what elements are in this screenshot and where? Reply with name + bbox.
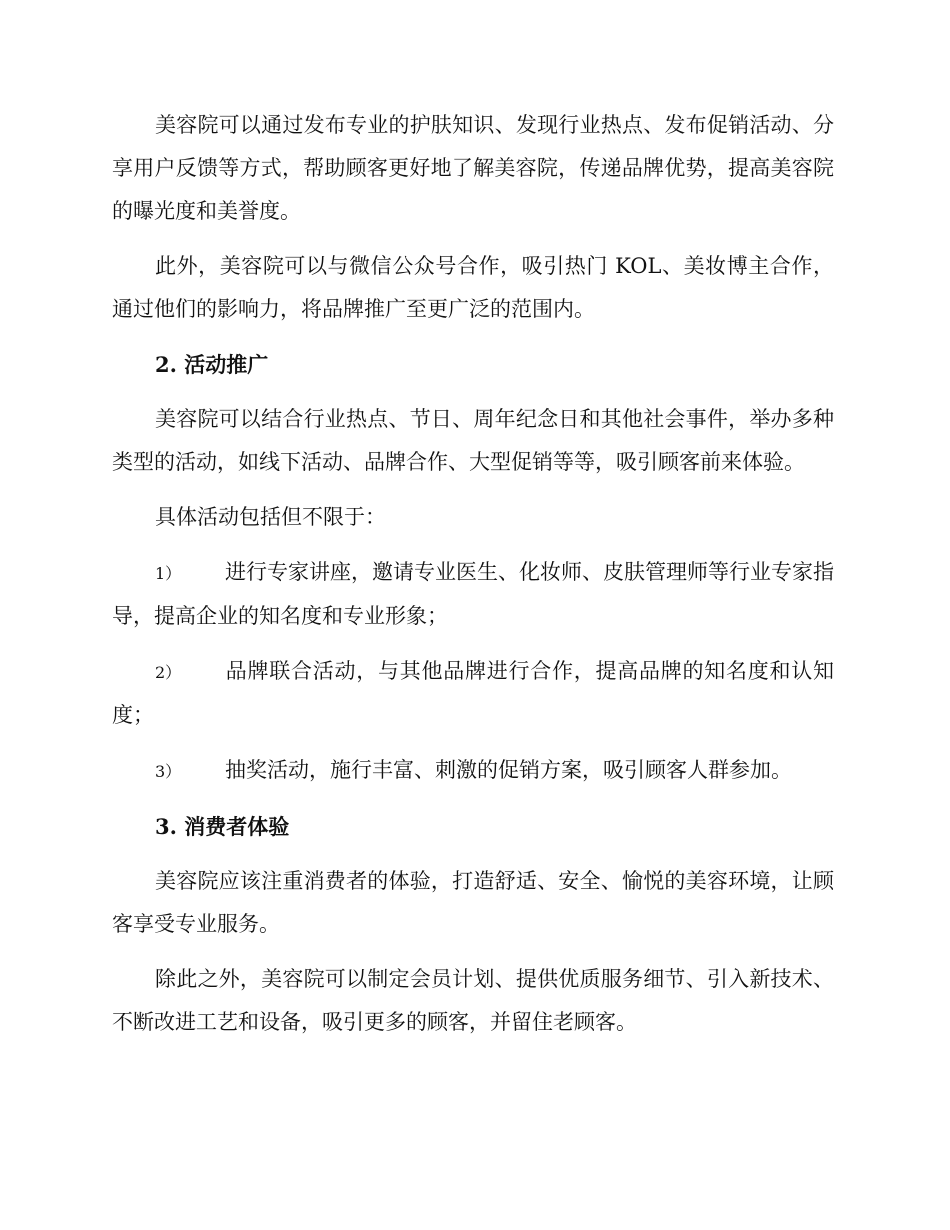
section-heading-activity-promotion: 2. 活动推广: [155, 352, 269, 377]
list-item-number: 1）: [155, 564, 182, 583]
paragraph-wechat-kol: 此外，美容院可以与微信公众号合作，吸引热门 KOL、美妆博主合作，通过他们的影响力，将品牌推广至更广泛的范围内。: [112, 254, 834, 321]
list-item-number: 2）: [155, 663, 182, 682]
list-item: [112, 551, 834, 638]
paragraph-experience: 美容院应该注重消费者的体验，打造舒适、安全、愉悦的美容环境，让顾客享受专业服务。: [112, 869, 834, 936]
list-item-text: 抽奖活动，施行丰富、刺激的促销方案，吸引顾客人群参加。: [225, 758, 792, 782]
list-item: [112, 650, 834, 737]
paragraph-membership: 除此之外，美容院可以制定会员计划、提供优质服务细节、引入新技术、不断改进工艺和设备，吸引更多的顾客，并留住老顾客。: [112, 967, 834, 1034]
list-item-number: 3）: [155, 762, 182, 781]
paragraph-social-media: 美容院可以通过发布专业的护肤知识、发现行业热点、发布促销活动、分享用户反馈等方式，帮助顾客更好地了解美容院，传递品牌优势，提高美容院的曝光度和美誉度。: [112, 113, 834, 223]
document-page: [112, 104, 834, 1056]
list-item: [112, 749, 834, 793]
list-item-text: 品牌联合活动，与其他品牌进行合作，提高品牌的知名度和认知度；: [112, 659, 834, 727]
paragraph-activity-intro: 美容院可以结合行业热点、节日、周年纪念日和其他社会事件，举办多种类型的活动，如线下活动、品牌合作、大型促销等等，吸引顾客前来体验。: [112, 407, 834, 474]
list-item-text: 进行专家讲座，邀请专业医生、化妆师、皮肤管理师等行业专家指导，提高企业的知名度和专业形象；: [112, 560, 834, 628]
section-heading-consumer-experience: 3. 消费者体验: [155, 814, 290, 839]
paragraph-activity-list-intro: 具体活动包括但不限于：: [155, 505, 386, 529]
